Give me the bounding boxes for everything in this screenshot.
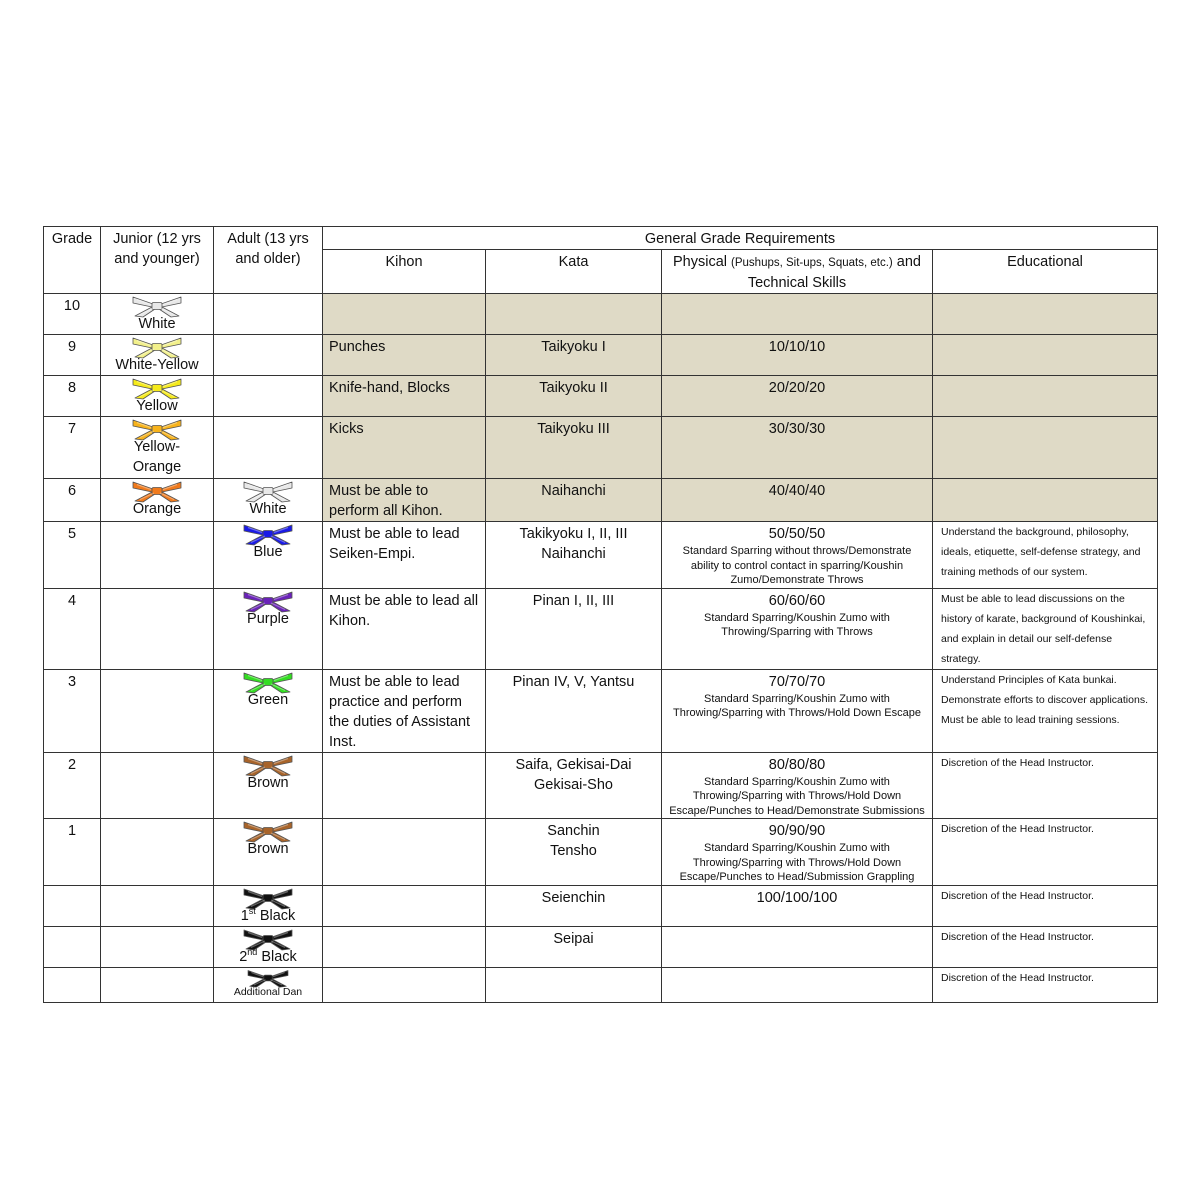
junior-belt-label: White-Yellow: [115, 357, 199, 373]
kihon-cell: Must be able to lead all Kihon.: [323, 588, 486, 669]
adult-belt-label: White: [249, 501, 287, 517]
adult-belt-cell: [214, 376, 323, 417]
kihon-cell: Must be able to lead practice and perform the duties of Assistant Inst.: [323, 669, 486, 752]
header-physical-rest: and Technical Skills: [747, 254, 921, 291]
physical-cell: 100/100/100: [662, 885, 933, 926]
physical-detail: Standard Sparring/Koushin Zumo with Throwing/Sparring with Throws: [704, 611, 890, 638]
header-physical-main: Physical: [673, 254, 727, 270]
physical-cell: [662, 522, 933, 589]
educational-cell: Discretion of the Head Instructor.: [933, 885, 1158, 926]
junior-belt-cell: [101, 335, 214, 376]
kihon-cell: Must be able to perform all Kihon.: [323, 479, 486, 522]
kata-cell: Naihanchi: [486, 479, 662, 522]
educational-cell: [933, 294, 1158, 335]
grade-cell: 2: [44, 752, 101, 819]
grade-cell: [44, 885, 101, 926]
kihon-cell: Knife-hand, Blocks: [323, 376, 486, 417]
kihon-cell: Kicks: [323, 417, 486, 479]
junior-belt-label: Yellow-Orange: [132, 439, 182, 475]
grade-cell: 3: [44, 669, 101, 752]
kihon-cell: Must be able to lead Seiken-Empi.: [323, 522, 486, 589]
adult-belt-cell: [214, 588, 323, 669]
educational-cell: Understand the background, philosophy, ideals, etiquette, self-defense strategy, and training methods of our system.: [933, 522, 1158, 589]
dan-suffix: nd: [247, 946, 258, 957]
physical-cell: 40/40/40: [662, 479, 933, 522]
grade-cell: 1: [44, 819, 101, 886]
physical-detail: Standard Sparring/Koushin Zumo with Throwing/Sparring with Throws/Hold Down Escape/Punches to Head/Demonstrate Submissions: [669, 775, 925, 817]
junior-belt-cell: [101, 417, 214, 479]
kata-cell: [486, 294, 662, 335]
header-kihon: Kihon: [323, 250, 486, 294]
kata-cell: Seienchin: [486, 885, 662, 926]
physical-counts: 70/70/70: [768, 673, 826, 690]
physical-detail: Standard Sparring/Koushin Zumo with Throwing/Sparring with Throws/Hold Down Escape/Punches to Head/Submission Grappling: [679, 842, 915, 883]
physical-cell: [662, 926, 933, 967]
junior-belt-cell: [101, 522, 214, 589]
junior-belt-cell: [101, 294, 214, 335]
kihon-cell: [323, 294, 486, 335]
kata-cell: Taikyoku II: [486, 376, 662, 417]
junior-belt-cell: [101, 967, 214, 1002]
junior-belt-label: White: [138, 316, 176, 332]
kata-line-1: Takikyoku I, II, III: [519, 526, 628, 542]
adult-belt-cell: [214, 885, 323, 926]
kihon-cell: [323, 752, 486, 819]
kihon-cell: [323, 885, 486, 926]
kihon-cell: Punches: [323, 335, 486, 376]
physical-detail: Standard Sparring/Koushin Zumo with Throwing/Sparring with Throws/Hold Down Escape: [672, 692, 921, 719]
grade-cell: 7: [44, 417, 101, 479]
junior-belt-cell: [101, 926, 214, 967]
table-row: [44, 522, 1158, 589]
grade-requirements-table: [43, 226, 1158, 1003]
adult-belt-cell: [214, 819, 323, 886]
junior-belt-cell: [101, 376, 214, 417]
educational-cell: Must be able to lead discussions on the history of karate, background of Koushinkai, and explain in detail our self-defense strategy.: [933, 588, 1158, 669]
dan-number: 1: [240, 907, 249, 924]
adult-belt-cell: [214, 479, 323, 522]
physical-cell: [662, 967, 933, 1002]
junior-belt-cell: [101, 669, 214, 752]
kata-line-2: Gekisai-Sho: [534, 776, 613, 793]
junior-belt-label: Orange: [132, 501, 182, 517]
grade-cell: [44, 926, 101, 967]
adult-belt-cell: [214, 522, 323, 589]
physical-cell: [662, 294, 933, 335]
grade-cell: 9: [44, 335, 101, 376]
adult-belt-cell: [214, 417, 323, 479]
kata-cell: [486, 522, 662, 589]
junior-belt-cell: [101, 479, 214, 522]
adult-belt-label: Blue: [253, 544, 283, 560]
junior-belt-label: Yellow: [136, 398, 178, 414]
junior-belt-cell: [101, 752, 214, 819]
physical-counts: 60/60/60: [768, 592, 826, 609]
adult-belt-label: [216, 906, 320, 926]
junior-belt-cell: [101, 588, 214, 669]
physical-cell: 30/30/30: [662, 417, 933, 479]
educational-cell: Understand Principles of Kata bunkai. Demonstrate efforts to discover applications. Must be able to lead training sessions.: [933, 669, 1158, 752]
educational-cell: Discretion of the Head Instructor.: [933, 926, 1158, 967]
kata-cell: Pinan IV, V, Yantsu: [486, 669, 662, 752]
adult-belt-cell: [214, 752, 323, 819]
grade-cell: [44, 967, 101, 1002]
physical-detail: Standard Sparring without throws/Demonstrate ability to control contact in sparring/Koushin Zumo/Demonstrate Throws: [682, 545, 912, 586]
table-row: [44, 669, 1158, 752]
kata-cell: [486, 967, 662, 1002]
physical-cell: [662, 819, 933, 886]
header-physical: [662, 250, 933, 294]
kata-cell: Pinan I, II, III: [486, 588, 662, 669]
table-row: [44, 479, 1158, 522]
kata-line-2: Tensho: [550, 843, 597, 859]
adult-belt-cell: [214, 669, 323, 752]
educational-cell: [933, 479, 1158, 522]
table-row: [44, 967, 1158, 1002]
table-row: [44, 752, 1158, 819]
adult-belt-label: [216, 947, 320, 967]
header-junior: Junior (12 yrs and younger): [101, 227, 214, 294]
grade-cell: 5: [44, 522, 101, 589]
grade-cell: 4: [44, 588, 101, 669]
physical-cell: 20/20/20: [662, 376, 933, 417]
adult-belt-label: Purple: [247, 610, 289, 627]
adult-belt-label: Brown: [247, 841, 289, 857]
junior-belt-cell: [101, 885, 214, 926]
educational-cell: [933, 335, 1158, 376]
grade-cell: 10: [44, 294, 101, 335]
header-kata: Kata: [486, 250, 662, 294]
kata-cell: Seipai: [486, 926, 662, 967]
table-row: [44, 819, 1158, 886]
kata-line-1: Saifa, Gekisai-Dai: [515, 756, 632, 773]
dan-number: 2: [239, 948, 248, 965]
table-row: [44, 417, 1158, 479]
physical-cell: [662, 588, 933, 669]
table-row: [44, 294, 1158, 335]
dan-suffix: st: [248, 905, 256, 916]
table-row: [44, 376, 1158, 417]
adult-belt-cell: [214, 926, 323, 967]
physical-counts: 80/80/80: [768, 756, 826, 773]
educational-cell: Discretion of the Head Instructor.: [933, 752, 1158, 819]
physical-counts: 90/90/90: [768, 823, 826, 839]
kihon-cell: [323, 819, 486, 886]
header-educational: Educational: [933, 250, 1158, 294]
educational-cell: [933, 417, 1158, 479]
header-physical-note: (Pushups, Sit-ups, Squats, etc.): [731, 257, 893, 269]
kata-cell: [486, 819, 662, 886]
table-row: [44, 926, 1158, 967]
dan-label: Black: [261, 948, 297, 965]
header-adult: Adult (13 yrs and older): [214, 227, 323, 294]
dan-label: Black: [259, 907, 296, 924]
kata-cell: Taikyoku I: [486, 335, 662, 376]
kihon-cell: [323, 967, 486, 1002]
junior-belt-cell: [101, 819, 214, 886]
adult-belt-label: Additional Dan: [233, 985, 303, 998]
kata-line-2: Naihanchi: [541, 546, 606, 562]
adult-belt-cell: [214, 335, 323, 376]
kata-cell: Taikyoku III: [486, 417, 662, 479]
header-grade: Grade: [44, 227, 101, 294]
black-belt-icon: [242, 968, 294, 988]
adult-belt-label: Brown: [247, 774, 289, 791]
kata-cell: [486, 752, 662, 819]
physical-cell: [662, 669, 933, 752]
table-row: [44, 588, 1158, 669]
kata-line-1: Sanchin: [547, 823, 600, 839]
adult-belt-label: Green: [247, 691, 289, 708]
physical-cell: [662, 752, 933, 819]
educational-cell: [933, 376, 1158, 417]
grade-cell: 6: [44, 479, 101, 522]
educational-cell: Discretion of the Head Instructor.: [933, 967, 1158, 1002]
kihon-cell: [323, 926, 486, 967]
table-row: [44, 335, 1158, 376]
educational-cell: Discretion of the Head Instructor.: [933, 819, 1158, 886]
physical-counts: 50/50/50: [768, 526, 826, 542]
adult-belt-cell: [214, 967, 323, 1002]
header-general-requirements: General Grade Requirements: [323, 227, 1158, 250]
grade-cell: 8: [44, 376, 101, 417]
physical-cell: 10/10/10: [662, 335, 933, 376]
table-row: [44, 885, 1158, 926]
adult-belt-cell: [214, 294, 323, 335]
